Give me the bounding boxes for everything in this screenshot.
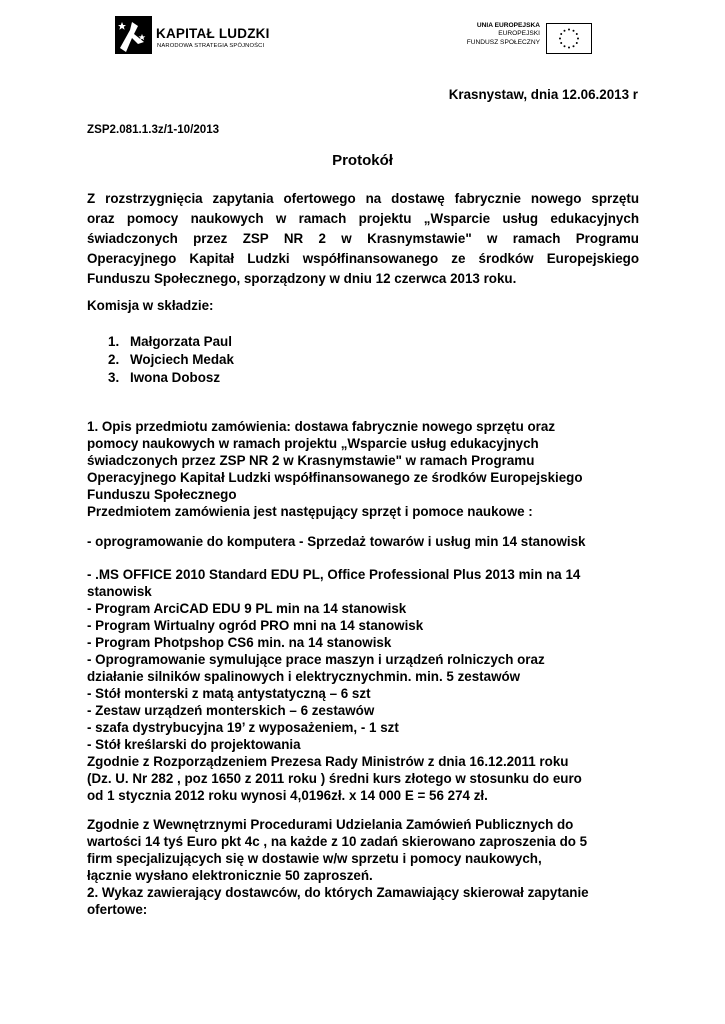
- eu-logo-line3: FUNDUSZ SPOŁECZNY: [466, 38, 540, 46]
- member-number: 3.: [108, 370, 120, 385]
- item-line: Zgodnie z Rozporządzeniem Prezesa Rady Ministrów z dnia 16.12.2011 roku: [87, 754, 569, 769]
- member-name: Wojciech Medak: [130, 352, 234, 367]
- intro-line: świadczonych przez ZSP NR 2 w Krasnymstawie" w ramach Programu: [87, 231, 639, 246]
- eu-flag-icon: [546, 23, 592, 54]
- item-line: - Stół kreślarski do projektowania: [87, 737, 301, 752]
- intro-line: Operacyjnego Kapitał Ludzki współfinansowanego ze środków Europejskiego: [87, 251, 639, 266]
- komisja-label: Komisja w składzie:: [87, 298, 214, 313]
- intro-paragraph: [87, 189, 639, 289]
- eu-star-icon: [573, 45, 575, 47]
- section-1-line: Przedmiotem zamówienia jest następujący sprzęt i pomoce naukowe :: [87, 504, 533, 519]
- eu-logo-text: [467, 22, 540, 47]
- section-1-line: Funduszu Społecznego: [87, 487, 237, 502]
- eu-star-icon: [568, 29, 570, 31]
- eu-star-icon: [560, 42, 562, 44]
- section-1-line: świadczonych przez ZSP NR 2 w Krasnymstawie" w ramach Programu: [87, 453, 535, 468]
- eu-logo-line1: UNIA EUROPEJSKA: [476, 22, 540, 29]
- eu-star-icon: [560, 33, 562, 35]
- eu-star-icon: [577, 38, 579, 40]
- item-line: stanowisk: [87, 584, 152, 599]
- intro-line: Z rozstrzygnięcia zapytania ofertowego na dostawę fabrycznie nowego sprzętu: [87, 191, 639, 206]
- eu-star-icon: [576, 33, 578, 35]
- item-line: - szafa dystrybucyjna 19’ z wyposażeniem, - 1 szt: [87, 720, 399, 735]
- eu-star-icon: [564, 45, 566, 47]
- eu-logo: [452, 22, 592, 54]
- software-line: [87, 533, 586, 550]
- item-line: działanie silników spalinowych i elektrycznychmin. min. 5 zestawów: [87, 669, 521, 684]
- kl-logo-title: KAPITAŁ LUDZKI: [156, 26, 270, 41]
- members-list: [108, 333, 234, 387]
- eu-star-icon: [573, 30, 575, 32]
- procedures-line: 2. Wykaz zawierający dostawców, do których Zamawiający skierował zapytanie: [87, 885, 589, 900]
- eu-star-icon: [559, 38, 561, 40]
- procedures-paragraph: [87, 816, 589, 918]
- member-item: [108, 333, 234, 351]
- item-line: - Zestaw urządzeń monterskich – 6 zestawów: [87, 703, 375, 718]
- eu-logo-line2: EUROPEJSKI: [498, 30, 540, 38]
- member-name: Małgorzata Paul: [130, 334, 232, 349]
- procedures-line: Zgodnie z Wewnętrznymi Procedurami Udzielania Zamówień Publicznych do: [87, 817, 574, 832]
- member-number: 2.: [108, 352, 120, 367]
- item-line: - Program Photpshop CS6 min. na 14 stanowisk: [87, 635, 392, 650]
- section-1-line: pomocy naukowych w ramach projektu „Wsparcie usług edukacyjnych: [87, 436, 539, 451]
- item-line: - Stół monterski z matą antystatyczną – 6 szt: [87, 686, 371, 701]
- section-1-line: Operacyjnego Kapitał Ludzki współfinansowanego ze środków Europejskiego: [87, 470, 583, 485]
- item-line: - Program Wirtualny ogród PRO mni na 14 stanowisk: [87, 618, 424, 633]
- procedures-line: wartości 14 tyś Euro pkt 4c , na każde z 10 zadań skierowano zaproszenia do 5: [87, 834, 588, 849]
- items-list: [87, 566, 582, 804]
- eu-star-icon: [568, 47, 570, 49]
- document-date: Krasnystaw, dnia 12.06.2013 r: [448, 87, 638, 102]
- procedures-line: ofertowe:: [87, 902, 148, 917]
- member-item: [108, 369, 234, 387]
- procedures-line: łącznie wysłano elektronicznie 50 zaproszeń.: [87, 868, 373, 883]
- kl-logo-subtitle: NARODOWA STRATEGIA SPÓJNOŚCI: [157, 43, 265, 49]
- intro-line: Funduszu Społecznego, sporządzony w dniu 12 czerwca 2013 roku.: [87, 271, 517, 286]
- eu-star-icon: [576, 42, 578, 44]
- section-1-line: 1. Opis przedmiotu zamówienia: dostawa fabrycznie nowego sprzętu oraz: [87, 419, 556, 434]
- member-number: 1.: [108, 334, 120, 349]
- intro-line: oraz pomocy naukowych w ramach projektu „Wsparcie usług edukacyjnych: [87, 211, 639, 226]
- member-item: [108, 351, 234, 369]
- item-line: (Dz. U. Nr 282 , poz 1650 z 2011 roku ) średni kurs złotego w stosunku do euro: [87, 771, 582, 786]
- item-line: - .MS OFFICE 2010 Standard EDU PL, Office Professional Plus 2013 min na 14: [87, 567, 581, 582]
- eu-star-icon: [564, 30, 566, 32]
- software-text: - oprogramowanie do komputera - Sprzedaż towarów i usług min 14 stanowisk: [87, 534, 586, 549]
- kapital-ludzki-emblem-icon: [112, 12, 154, 58]
- item-line: od 1 stycznia 2012 roku wynosi 4,0196zł. x 14 000 E = 56 274 zł.: [87, 788, 488, 803]
- section-1: [87, 418, 583, 520]
- item-line: - Oprogramowanie symulujące prace maszyn i urządzeń rolniczych oraz: [87, 652, 545, 667]
- document-title: Protokół: [332, 152, 393, 169]
- kapital-ludzki-logo: [112, 12, 302, 58]
- item-line: - Program ArciCAD EDU 9 PL min na 14 stanowisk: [87, 601, 407, 616]
- document-reference: ZSP2.081.1.3z/1-10/2013: [87, 123, 220, 136]
- procedures-line: firm specjalizujących się w dostawie w/w sprzetu i pomocy naukowych,: [87, 851, 542, 866]
- member-name: Iwona Dobosz: [130, 370, 221, 385]
